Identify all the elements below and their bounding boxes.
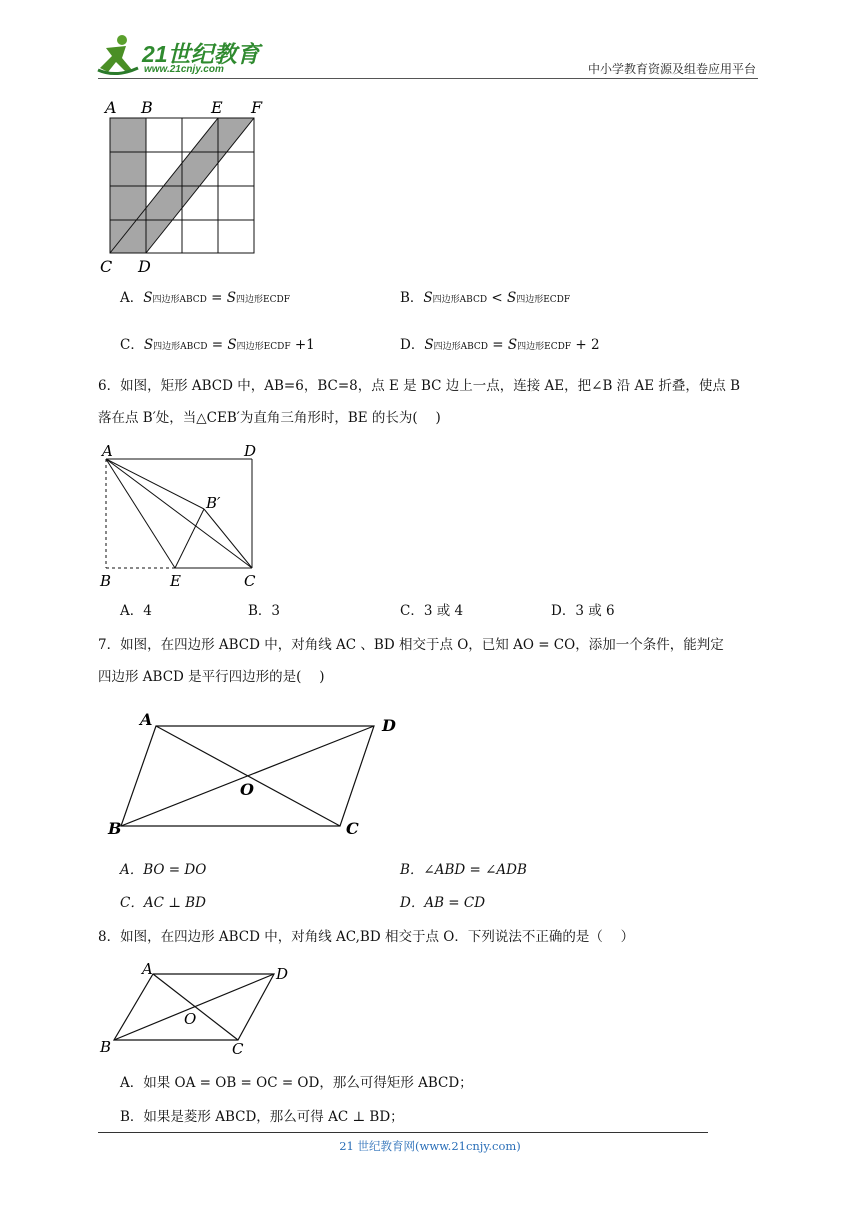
q8-label-d: D xyxy=(276,965,289,983)
q7-option-a: A．BO = DO xyxy=(120,862,207,878)
q6-stem-line2: 落在点 B′处，当△CEB′为直角三角形时，BE 的长为( ) xyxy=(98,410,441,426)
q7-option-d: D．AB = CD xyxy=(400,895,486,911)
q7-label-o: O xyxy=(240,780,254,799)
q5-label-a: A xyxy=(105,98,117,117)
header-logo xyxy=(96,34,266,80)
runner-logo-icon xyxy=(96,34,140,76)
q5-option-c: C．S四边形ABCD = S四边形ECDF +1 xyxy=(120,337,315,353)
q8-option-b: B．如果是菱形 ABCD，那么可得 AC ⊥ BD； xyxy=(120,1109,404,1125)
q7-label-c: C xyxy=(346,819,359,838)
logo-text: 21世纪教育 xyxy=(142,41,260,67)
q7-parallelogram-figure xyxy=(104,706,414,846)
q5-option-a: A．S四边形ABCD = S四边形ECDF xyxy=(120,290,290,306)
q7-stem-line2: 四边形 ABCD 是平行四边形的是( ) xyxy=(98,669,325,685)
q6-label-bprime: B′ xyxy=(206,494,221,512)
q8-label-c: C xyxy=(232,1040,244,1058)
q8-label-a: A xyxy=(142,960,153,978)
q5-label-b: B xyxy=(141,98,153,117)
q5-option-b: B．S四边形ABCD < S四边形ECDF xyxy=(400,290,571,306)
q5-label-f: F xyxy=(251,98,263,117)
q7-label-a: A xyxy=(140,710,153,729)
q7-option-b: B．∠ABD = ∠ADB xyxy=(400,862,527,878)
q5-label-e: E xyxy=(211,98,223,117)
q8-label-b: B xyxy=(100,1038,112,1056)
q6-option-d: D．3 或 6 xyxy=(551,603,615,619)
header-divider xyxy=(98,78,758,79)
q7-label-b: B xyxy=(108,819,122,838)
logo-url: www.21cnjy.com xyxy=(144,64,224,75)
q6-rectangle-figure xyxy=(98,440,268,590)
q6-stem-line1: 6．如图，矩形 ABCD 中，AB=6，BC=8，点 E 是 BC 边上一点，连接 AE，把∠B 沿 AE 折叠，使点 B xyxy=(98,378,741,394)
q6-label-a: A xyxy=(102,442,113,460)
footer-divider xyxy=(98,1132,708,1133)
q5-option-d: D．S四边形ABCD = S四边形ECDF + 2 xyxy=(400,337,600,353)
q6-label-e: E xyxy=(170,572,181,590)
q7-label-d: D xyxy=(382,716,396,735)
footer-source[interactable]: 21 世纪教育网(www.21cnjy.com) xyxy=(339,1139,521,1153)
q7-option-c: C．AC ⊥ BD xyxy=(120,895,206,911)
q6-option-c: C．3 或 4 xyxy=(400,603,464,619)
q6-option-b: B．3 xyxy=(248,603,281,619)
platform-title: 中小学教育资源及组卷应用平台 xyxy=(587,62,756,76)
q7-stem-line1: 7．如图，在四边形 ABCD 中，对角线 AC 、BD 相交于点 O，已知 AO = CO，添加一个条件，能判定 xyxy=(98,637,724,653)
q6-label-c: C xyxy=(244,572,256,590)
q5-label-d: D xyxy=(138,257,151,276)
q6-option-a: A．4 xyxy=(120,603,152,619)
q6-label-d: D xyxy=(244,442,257,460)
q8-label-o: O xyxy=(184,1010,197,1028)
q8-option-a: A．如果 OA = OB = OC = OD，那么可得矩形 ABCD； xyxy=(120,1075,473,1091)
q5-grid-figure xyxy=(98,96,278,276)
q5-label-c: C xyxy=(100,257,113,276)
q8-stem-line1: 8．如图，在四边形 ABCD 中，对角线 AC,BD 相交于点 O．下列说法不正确的是（ ） xyxy=(98,929,635,945)
q6-label-b: B xyxy=(100,572,112,590)
q8-parallelogram-figure xyxy=(98,958,298,1058)
